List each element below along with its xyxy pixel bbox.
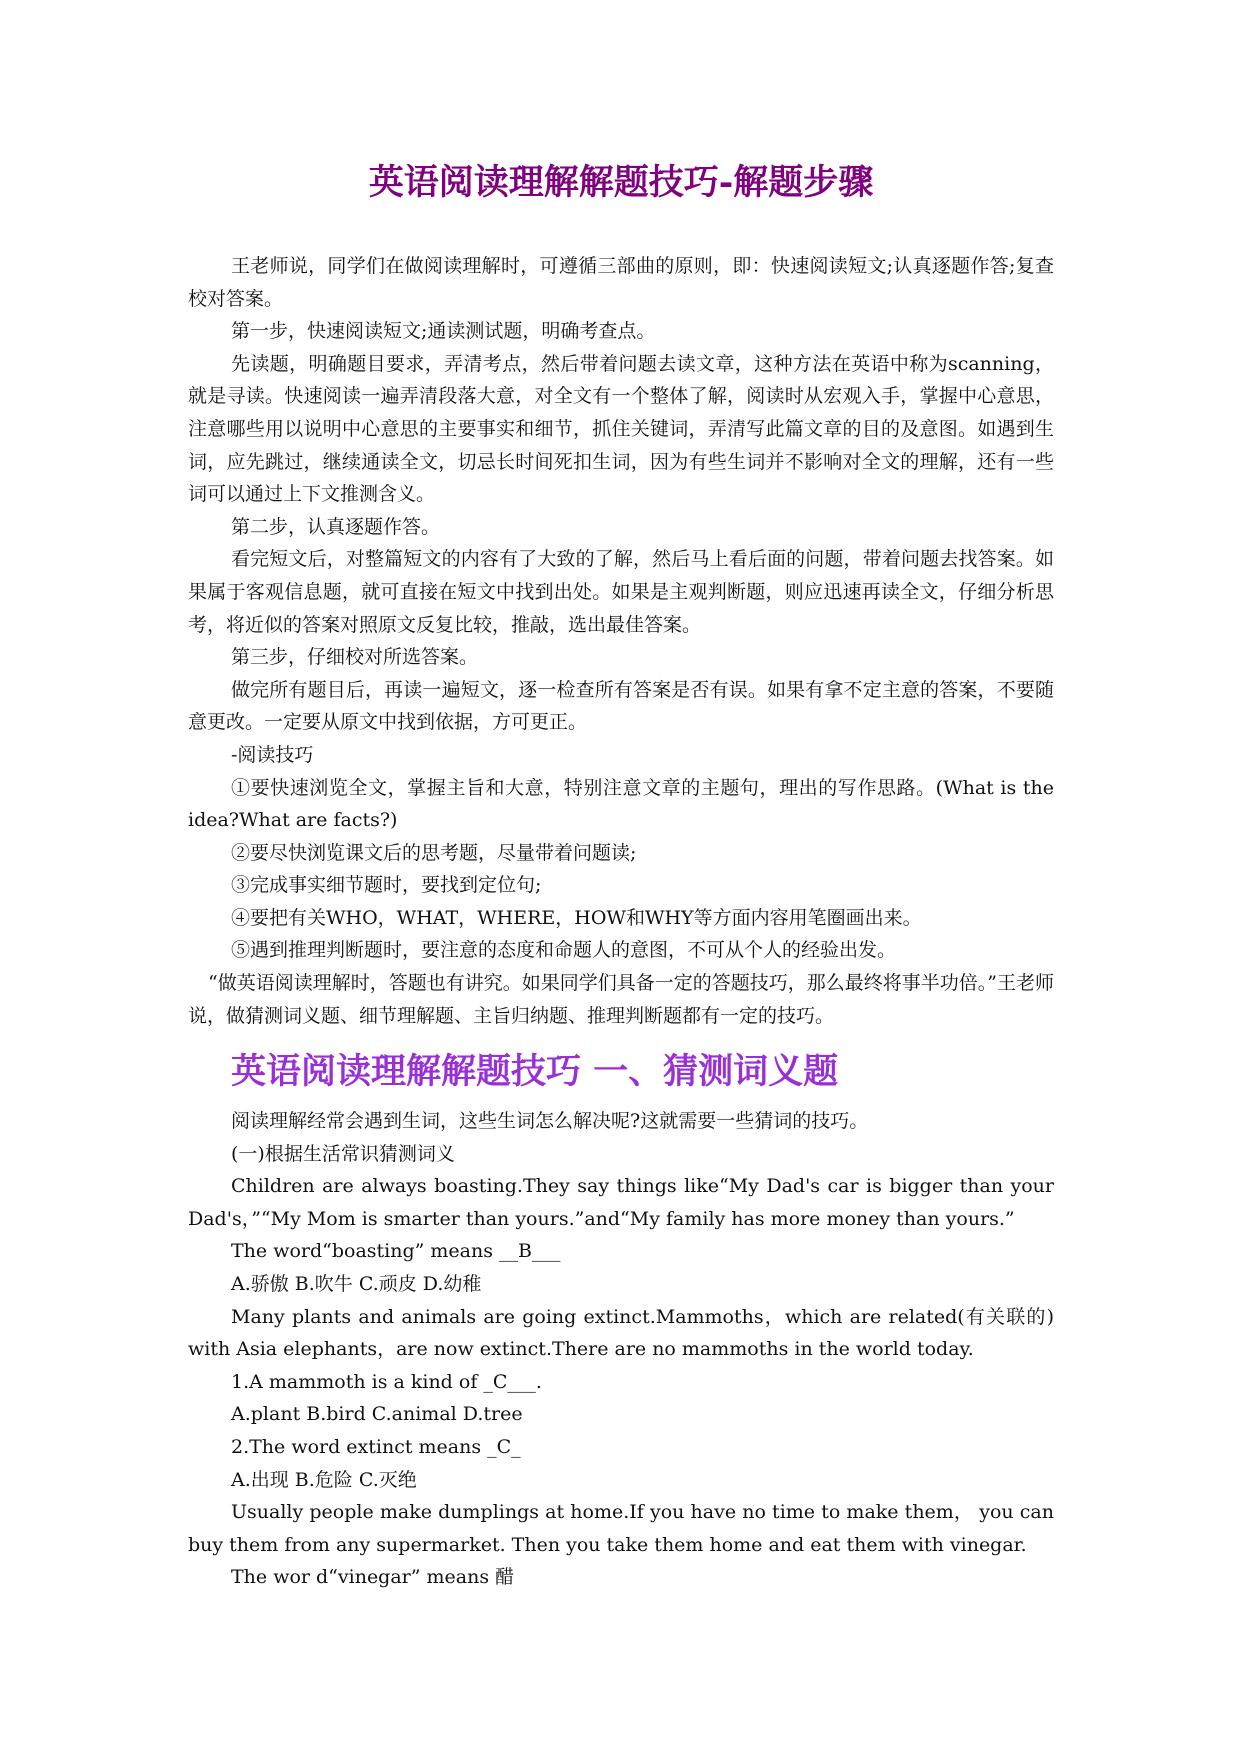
example-options-1: A.骄傲 B.吹牛 C.顽皮 D.幼稚	[231, 1272, 482, 1295]
example-options-3: A.出现 B.危险 C.灭绝	[231, 1468, 417, 1491]
paragraph-step3-body: 做完所有题目后，再读一遍短文，逐一检查所有答案是否有误。如果有拿不定主意的答案，不要随意更改。一定要从原文中找到依据，方可更正。	[188, 678, 1054, 734]
paragraph-tip-2: ②要尽快浏览课文后的思考题，尽量带着问题读;	[231, 841, 637, 864]
example-question-1: The word“boasting” means __B___	[231, 1240, 561, 1263]
paragraph-tip-1: ①要快速浏览全文，掌握主旨和大意，特别注意文章的主题句，理出的写作思路。(What is the idea?What are facts?)	[188, 776, 1054, 832]
section-subheading: (一)根据生活常识猜测词义	[231, 1142, 455, 1165]
paragraph-quote: “做英语阅读理解时，答题也有讲究。如果同学们具备一定的答题技巧，那么最终将事半功倍。”王老师说，做猜测词义题、细节理解题、主旨归纳题、推理判断题都有一定的技巧。	[188, 972, 1054, 1027]
example-question-4: The wor d“vinegar” means 醋	[231, 1566, 515, 1589]
section-intro: 阅读理解经常会遇到生词，这些生词怎么解决呢?这就需要一些猜词的技巧。	[231, 1110, 869, 1132]
paragraph-step2-body: 看完短文后，对整篇短文的内容有了大致的了解，然后马上看后面的问题，带着问题去找答案。如果属于客观信息题，就可直接在短文中找到出处。如果是主观判断题，则应迅速再读全文，仔细分析思考，将近似的答案对照原文反复比较，推敲，选出最佳答案。	[188, 548, 1054, 636]
section-heading: 英语阅读理解解题技巧 一、猜测词义题	[231, 1051, 839, 1092]
document-page	[188, 0, 1054, 1754]
paragraph-step2-heading: 第二步，认真逐题作答。	[231, 515, 441, 538]
paragraph-intro: 王老师说，同学们在做阅读理解时，可遵循三部曲的原则，即：快速阅读短文;认真逐题作答;复查校对答案。	[188, 255, 1054, 310]
paragraph-tip-3: ③完成事实细节题时，要找到定位句;	[231, 874, 542, 897]
paragraph-step3-heading: 第三步，仔细校对所选答案。	[231, 646, 479, 669]
page-title: 英语阅读理解解题技巧-解题步骤	[368, 162, 874, 203]
example-passage-2: Many plants and animals are going extinct.Mammoths，which are related(有关联的) with Asia elephants，are now extinct.There are no mammoths in the world today.	[188, 1305, 1054, 1361]
example-question-3: 2.The word extinct means _C_	[231, 1435, 521, 1458]
paragraph-tips-heading: -阅读技巧	[231, 743, 314, 766]
article-body	[188, 250, 1054, 1032]
paragraph-tip-4: ④要把有关WHO，WHAT，WHERE，HOW和WHY等方面内容用笔圈画出来。	[231, 906, 922, 929]
paragraph-step1-heading: 第一步，快速阅读短文;通读测试题，明确考查点。	[231, 320, 656, 343]
section-word-guessing	[188, 1039, 1054, 1594]
example-passage-3: Usually people make dumplings at home.If you have no time to make them， you can buy them from any supermarket. Then you take them home and eat them with vinegar.	[188, 1501, 1054, 1556]
example-options-2: A.plant B.bird C.animal D.tree	[231, 1403, 523, 1426]
example-passage-1: Children are always boasting.They say things like“My Dad's car is bigger than your Dad's，”“My Mom is smarter than yours.”and“My family has more money than yours.”	[188, 1175, 1054, 1230]
example-question-2: 1.A mammoth is a kind of _C___.	[231, 1370, 542, 1393]
paragraph-step1-body: 先读题，明确题目要求，弄清考点，然后带着问题去读文章，这种方法在英语中称为scanning，就是寻读。快速阅读一遍弄清段落大意，对全文有一个整体了解，阅读时从宏观入手，掌握中心意思，注意哪些用以说明中心意思的主要事实和细节，抓住关键词，弄清写此篇文章的目的及意图。如遇到生词，应先跳过，继续通读全文，切忌长时间死扣生词，因为有些生词并不影响对全文的理解，还有一些词可以通过上下文推测含义。	[188, 352, 1054, 506]
paragraph-tip-5: ⑤遇到推理判断题时，要注意的态度和命题人的意图，不可从个人的经验出发。	[231, 939, 897, 962]
